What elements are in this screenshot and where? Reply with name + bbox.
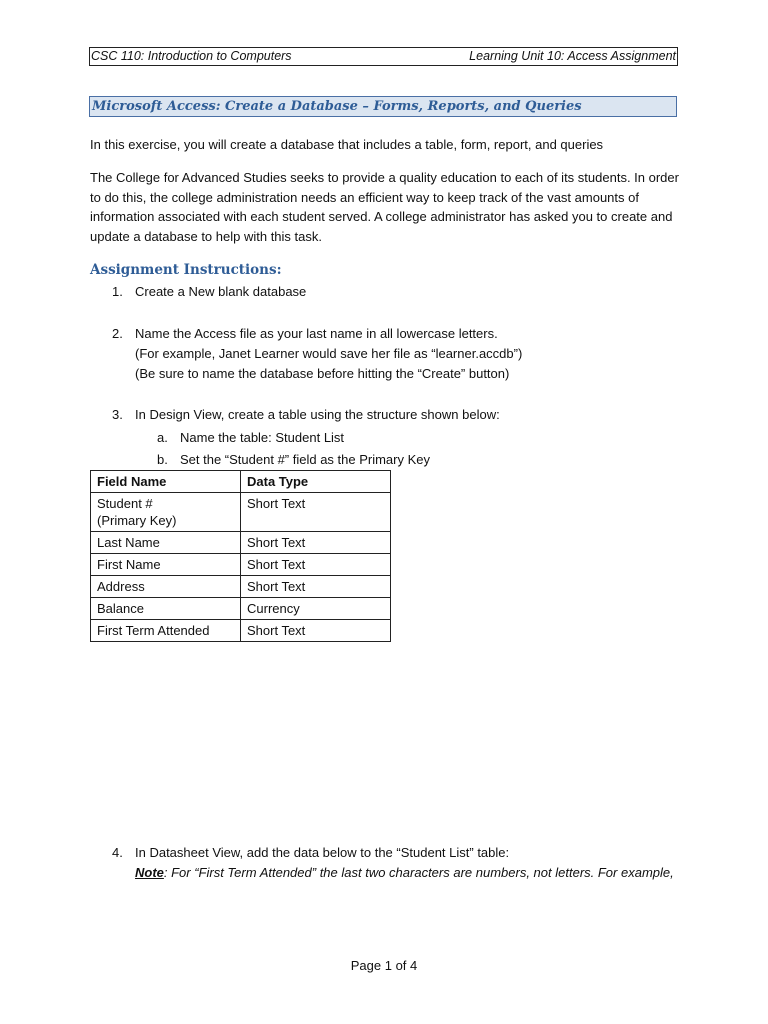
step-4-number: 4. (112, 845, 123, 860)
data-type-cell: Short Text (241, 576, 391, 598)
step-4-text: In Datasheet View, add the data below to the “Student List” table: (135, 845, 510, 860)
field-name-cell (91, 493, 241, 532)
paragraph-line: to do this, the college administration needs an efficient way to keep track of the vast amounts of (90, 189, 639, 205)
field-name: Student # (97, 496, 153, 511)
document-title: Microsoft Access: Create a Database – Forms, Reports, and Queries (92, 99, 582, 114)
step-1-text: Create a New blank database (135, 284, 307, 299)
field-name-cell: Balance (91, 598, 241, 620)
table-row (91, 493, 391, 532)
step-3b-number: b. (157, 452, 168, 467)
description-paragraph (90, 168, 680, 246)
table-row (91, 598, 391, 620)
note-text: : For “First Term Attended” the last two characters are numbers, not letters. For example, (163, 865, 674, 880)
step-2-number: 2. (112, 326, 123, 341)
paragraph-line: The College for Advanced Studies seeks to provide a quality education to each of its students. In order (90, 170, 679, 185)
field-name-cell: Last Name (91, 532, 241, 554)
intro-text: In this exercise, you will create a database that includes a table, form, report, and queries (90, 137, 604, 152)
table-row (91, 620, 391, 642)
header-unit: Learning Unit 10: Access Assignment (469, 49, 676, 63)
field-name-cell: Address (91, 576, 241, 598)
field-name-cell: First Name (91, 554, 241, 576)
data-type-cell: Currency (241, 598, 391, 620)
step-3-number: 3. (112, 407, 123, 422)
data-type-cell: Short Text (241, 532, 391, 554)
field-name-note: (Primary Key) (97, 513, 177, 528)
step-3b-text: Set the “Student #” field as the Primary Key (180, 452, 431, 467)
page-footer: Page 1 of 4 (350, 958, 418, 973)
section-heading: Assignment Instructions: (90, 262, 282, 278)
step-2-line-1: Name the Access file as your last name in all lowercase letters. (135, 326, 498, 341)
paragraph-line: update a database to help with this task. (90, 228, 322, 244)
page-header (89, 47, 678, 66)
table-header-row (91, 471, 391, 493)
step-4-note (135, 863, 674, 883)
step-2-line-3: (Be sure to name the database before hitting the “Create” button) (135, 366, 510, 381)
data-type-cell: Short Text (241, 554, 391, 576)
table-row (91, 532, 391, 554)
document-title-box (89, 96, 677, 117)
step-2-line-2: (For example, Janet Learner would save her file as “learner.accdb”) (135, 346, 523, 361)
data-type-cell: Short Text (241, 620, 391, 642)
header-field-name: Field Name (91, 471, 241, 493)
table-row (91, 554, 391, 576)
step-3a-text: Name the table: Student List (180, 430, 345, 445)
header-course: CSC 110: Introduction to Computers (91, 49, 292, 63)
step-1-number: 1. (112, 284, 123, 299)
paragraph-line: information associated with each student served. A college administrator has asked you to create and (90, 209, 673, 224)
field-name-cell: First Term Attended (91, 620, 241, 642)
table-structure (90, 470, 391, 642)
table-row (91, 576, 391, 598)
step-3-text: In Design View, create a table using the structure shown below: (135, 407, 500, 422)
header-data-type: Data Type (241, 471, 391, 493)
note-label: Note (135, 865, 164, 880)
data-type-cell: Short Text (241, 493, 391, 532)
step-3a-number: a. (157, 430, 168, 445)
